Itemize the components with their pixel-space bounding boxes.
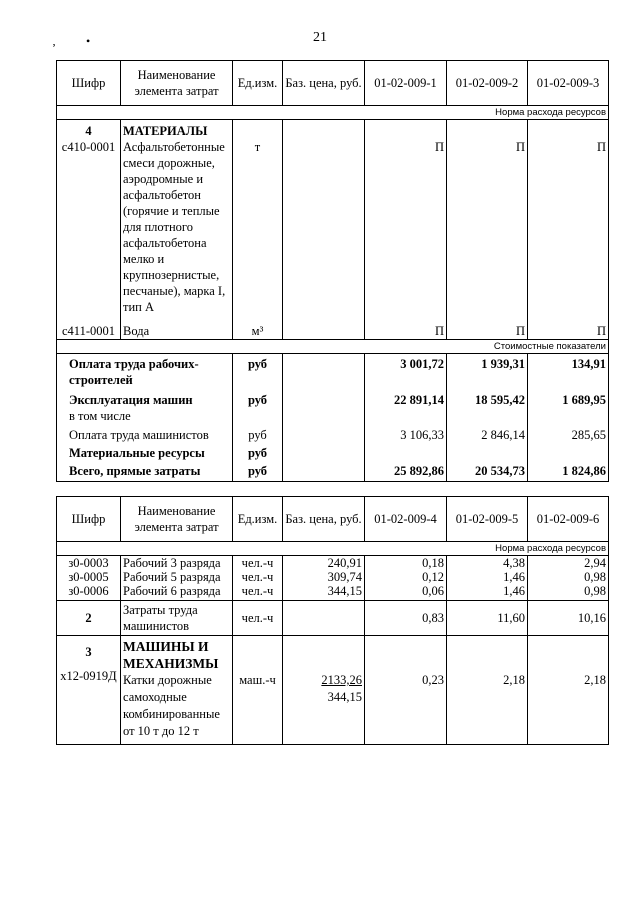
- row-value: П: [447, 315, 528, 339]
- row-price-2: 344,15: [327, 690, 362, 704]
- row-value: 1,46: [447, 570, 528, 584]
- scan-marks: ‚•: [52, 34, 121, 48]
- cost-row: [57, 443, 609, 461]
- row-unit: м³: [233, 315, 283, 339]
- cost-name: Оплата труда рабочих-строителей: [57, 353, 233, 388]
- cost-value: 1 824,86: [528, 461, 609, 482]
- table-header: [57, 497, 609, 542]
- table-header: [57, 61, 609, 106]
- header-col3: 01-02-009-3: [528, 61, 609, 106]
- row-unit: чел.-ч: [233, 584, 283, 601]
- header-unit: Ед.изм.: [233, 497, 283, 542]
- row-value: 4,38: [447, 556, 528, 571]
- section-number: 3: [85, 645, 92, 659]
- cost-row: [57, 353, 609, 388]
- row-value: 0,23: [365, 636, 447, 745]
- cost-value: 18 595,42: [447, 388, 528, 424]
- cost-value: 3 001,72: [365, 353, 447, 388]
- row-code: з0-0005: [57, 570, 121, 584]
- row-value: П: [365, 120, 447, 316]
- row-value: П: [447, 120, 528, 316]
- table-row: [57, 556, 609, 571]
- row-value: П: [528, 315, 609, 339]
- cost-name: Оплата труда машинистов: [57, 424, 233, 443]
- header-col1: 01-02-009-1: [365, 61, 447, 106]
- row-code: с410-0001: [61, 140, 116, 154]
- header-col6: 01-02-009-6: [528, 497, 609, 542]
- row-value: 0,18: [365, 556, 447, 571]
- cost-unit: руб: [233, 443, 283, 461]
- table-row: [57, 315, 609, 339]
- cost-unit: руб: [233, 461, 283, 482]
- cost-value: 25 892,86: [365, 461, 447, 482]
- header-name: Наименование элемента затрат: [121, 497, 233, 542]
- cost-row: [57, 461, 609, 482]
- section-number: 4: [85, 124, 92, 138]
- resource-table-1: [56, 60, 609, 482]
- section-title: МАТЕРИАЛЫ: [123, 124, 208, 138]
- row-code: з0-0003: [57, 556, 121, 571]
- row-unit: чел.-ч: [233, 601, 283, 636]
- row-price: 309,74: [283, 570, 365, 584]
- row-unit: маш.-ч: [233, 636, 283, 745]
- row-unit: чел.-ч: [233, 570, 283, 584]
- cost-row: [57, 424, 609, 443]
- header-name: Наименование элемента затрат: [121, 61, 233, 106]
- cost-unit: руб: [233, 388, 283, 424]
- row-code: з0-0006: [57, 584, 121, 601]
- cost-value: 20 534,73: [447, 461, 528, 482]
- cost-row: [57, 388, 609, 424]
- cost-value: 1 939,31: [447, 353, 528, 388]
- cost-sub: в том числе: [69, 408, 131, 423]
- resource-table-2: [56, 496, 609, 745]
- cost-name: Всего, прямые затраты: [57, 461, 233, 482]
- page-number: 21: [313, 30, 327, 45]
- table-row: [57, 584, 609, 601]
- table-row: [57, 120, 609, 316]
- row-value: 11,60: [447, 601, 528, 636]
- header-code: Шифр: [57, 61, 121, 106]
- header-price: Баз. цена, руб.: [283, 497, 365, 542]
- header-col4: 01-02-009-4: [365, 497, 447, 542]
- header-col5: 01-02-009-5: [447, 497, 528, 542]
- row-value: 2,18: [447, 636, 528, 745]
- cost-unit: руб: [233, 353, 283, 388]
- cost-value: 2 846,14: [447, 424, 528, 443]
- row-code: с411-0001: [57, 315, 121, 339]
- row-unit: т: [233, 120, 283, 316]
- row-value: 1,46: [447, 584, 528, 601]
- row-name: Рабочий 3 разряда: [121, 556, 233, 571]
- row-value: П: [365, 315, 447, 339]
- cost-label-row: Стоимостные показатели: [57, 339, 609, 353]
- row-value: 0,12: [365, 570, 447, 584]
- row-name: Асфальтобетонные смеси дорожные, аэродромные и асфальтобетон (горячие и теплые для плотного асфальтобетона мелко и крупнозернистые, песчаные), марка I, тип А: [123, 140, 226, 314]
- row-name: Катки дорожные самоходные комбинированные от 10 т до 12 т: [123, 673, 220, 738]
- row-value: 0,83: [365, 601, 447, 636]
- header-code: Шифр: [57, 497, 121, 542]
- table-row: [57, 636, 609, 745]
- row-value: 0,98: [528, 584, 609, 601]
- row-price: 240,91: [283, 556, 365, 571]
- row-value: П: [528, 120, 609, 316]
- header-unit: Ед.изм.: [233, 61, 283, 106]
- section-title: МАШИНЫ И МЕХАНИЗМЫ: [123, 639, 219, 671]
- row-code: х12-0919Д: [60, 669, 117, 683]
- row-name: Вода: [121, 315, 233, 339]
- cost-value: 1 689,95: [528, 388, 609, 424]
- row-code: 2: [57, 601, 121, 636]
- row-value: 10,16: [528, 601, 609, 636]
- table-row: [57, 601, 609, 636]
- row-value: 2,18: [528, 636, 609, 745]
- row-name: Рабочий 5 разряда: [121, 570, 233, 584]
- header-col2: 01-02-009-2: [447, 61, 528, 106]
- row-name: Рабочий 6 разряда: [121, 584, 233, 601]
- row-price: 2133,26: [321, 673, 362, 687]
- row-name: Затраты труда машинистов: [121, 601, 233, 636]
- table-row: [57, 570, 609, 584]
- cost-name: Материальные ресурсы: [57, 443, 233, 461]
- row-unit: чел.-ч: [233, 556, 283, 571]
- row-value: 0,06: [365, 584, 447, 601]
- cost-name: Эксплуатация машин: [69, 392, 193, 407]
- cost-value: 22 891,14: [365, 388, 447, 424]
- row-price: 344,15: [283, 584, 365, 601]
- header-price: Баз. цена, руб.: [283, 61, 365, 106]
- cost-value: 3 106,33: [365, 424, 447, 443]
- cost-value: 134,91: [528, 353, 609, 388]
- norm-label-row: Норма расхода ресурсов: [57, 106, 609, 120]
- norm-label-row: Норма расхода ресурсов: [57, 542, 609, 556]
- row-value: 0,98: [528, 570, 609, 584]
- cost-value: 285,65: [528, 424, 609, 443]
- row-value: 2,94: [528, 556, 609, 571]
- cost-unit: руб: [233, 424, 283, 443]
